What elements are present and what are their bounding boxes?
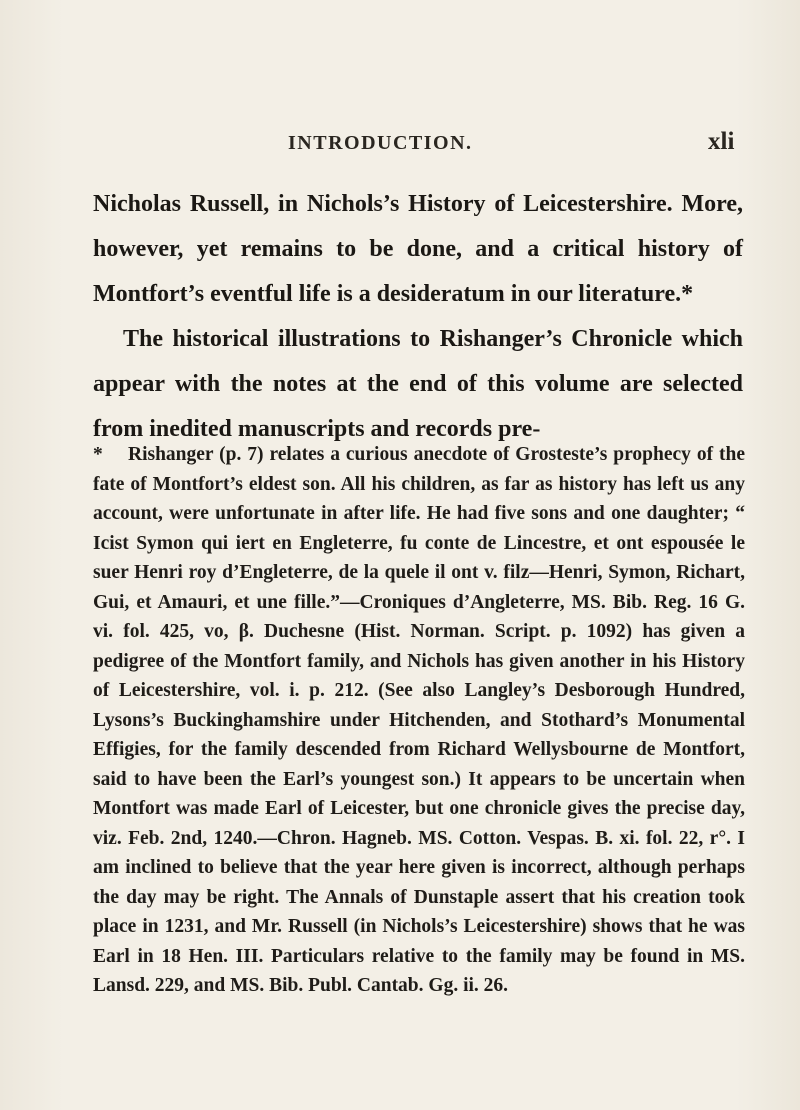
footnote <box>93 440 745 1001</box>
body-paragraph-1: Nicholas Russell, in Nichols’s History of Leicestershire. More, however, yet remains to be done, and a critical history of Montfort’s eventful life is a desideratum in our literature.* <box>93 191 743 307</box>
main-text <box>93 182 743 452</box>
page-number: xli <box>708 128 735 155</box>
body-paragraph-2: The historical illustrations to Rishanger’s Chronicle which appear with the notes at the end of this volume are selected from inedited manuscripts and records pre- <box>93 326 743 442</box>
footnote-text: Rishanger (p. 7) relates a curious anecdote of Grosteste’s prophecy of the fate of Montfort’s eldest son. All his children, as far as history has left us any account, were unfortunate in after life. He had five sons and one daughter; “ Icist Symon qui iert en Engleterre, fu conte de Lincestre, et ont espousée le suer Henri roy d’Engleterre, de la quele il ont v. filz—Henri, Symon, Richart, Gui, et Amauri, et une fille.”—Croniques d’Angleterre, MS. Bib. Reg. 16 G. vi. fol. 425, vo, β. Duchesne (Hist. Norman. Script. p. 1092) has given a pedigree of the Montfort family, and Nichols has given another in his History of Leicestershire, vol. i. p. 212. (See also Langley’s Desborough Hundred, Lysons’s Buckinghamshire under Hitchenden, and Stothard’s Monumental Effigies, for the family descended from Richard Wellysbourne de Montfort, said to have been the Earl’s youngest son.) It appears to be uncertain when Montfort was made Earl of Leicester, but one chronicle gives the precise day, viz. Feb. 2nd, 1240.—Chron. Hagneb. MS. Cotton. Vespas. B. xi. fol. 22, r°. I am inclined to believe that the year here given is incorrect, although perhaps the day may be right. The Annals of Dunstaple assert that his creation took place in 1231, and Mr. Russell (in Nichols’s Leicestershire) shows that he was Earl in 18 Hen. III. Particulars relative to the family may be found in MS. Lansd. 229, and MS. Bib. Publ. Cantab. Gg. ii. 26. <box>93 444 745 996</box>
footnote-marker: * <box>93 444 103 465</box>
running-head <box>0 108 800 155</box>
running-title: INTRODUCTION. <box>288 132 473 154</box>
